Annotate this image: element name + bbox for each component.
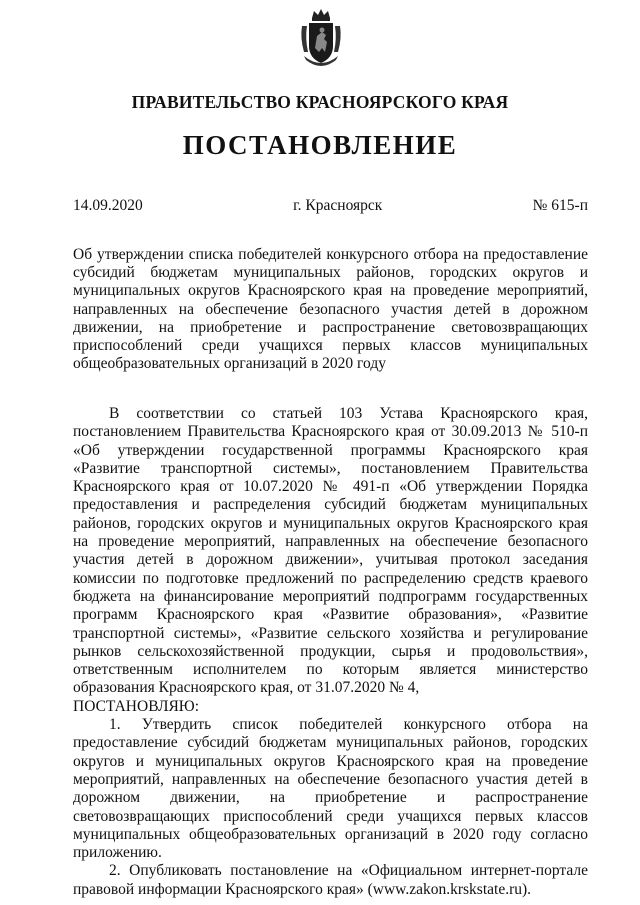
document-number: № 615-п [532, 197, 588, 214]
document-body [73, 405, 588, 899]
document-meta [73, 197, 588, 215]
preamble-paragraph: В соответствии со статьей 103 Устава Красноярского края, постановлением Правительства Красноярского края от 30.09.2013 № 510-п «Об утверждении государственной программы Красноярского края «Развитие транспортной системы», постановлением Правительства Красноярского края от 10.07.2020 № 491-п «Об утверждении Порядка предоставления и распределения субсидий бюджетам муниципальных районов, городских округов и муниципальных округов Красноярского края на проведение мероприятий, направленных на обеспечение безопасного участия детей в дорожном движении», учитывая протокол заседания комиссии по подготовке предложений по распределению средств краевого бюджета на финансирование мероприятий подпрограмм государственных программ Красноярского края «Развитие образования», «Развитие транспортной системы», «Развитие сельского хозяйства и регулирование рынков сельскохозяйственной продукции, сырья и продовольствия», ответственным исполнителем по которым является министерство образования Красноярского края, от 31.07.2020 № 4, [73, 405, 588, 697]
document-city: г. Красноярск [293, 197, 383, 214]
item-2-paragraph: 2. Опубликовать постановление на «Официальном интернет-портале правовой информации Красноярского края» (www.zakon.krskstate.ru). [73, 862, 588, 898]
document-subject: Об утверждении списка победителей конкурсного отбора на предоставление субсидий бюджетам муниципальных районов, городских округов и муниципальных округов Красноярского края на проведение мероприятий, направленных на обеспечение безопасного участия детей в дорожном движении, на приобретение и распространение световозвращающих приспособлений среди учащихся первых классов муниципальных общеобразовательных организаций в 2020 году [73, 246, 588, 373]
government-title: ПРАВИТЕЛЬСТВО КРАСНОЯРСКОГО КРАЯ [131, 92, 509, 112]
decree-word: ПОСТАНОВЛЯЮ: [73, 697, 200, 715]
coat-of-arms-icon [300, 8, 342, 70]
document-type: ПОСТАНОВЛЕНИЕ [182, 130, 458, 160]
document-date: 14.09.2020 [73, 197, 143, 214]
item-1-paragraph: 1. Утвердить список победителей конкурсного отбора на предоставление субсидий бюджетам муниципальных районов, городских округов и муниципальных округов Красноярского края на проведение мероприятий, направленных на обеспечение безопасного участия детей в дорожном движении, на приобретение и распространение световозвращающих приспособлений среди учащихся первых классов муниципальных общеобразовательных организаций в 2020 году согласно приложению. [73, 716, 588, 862]
